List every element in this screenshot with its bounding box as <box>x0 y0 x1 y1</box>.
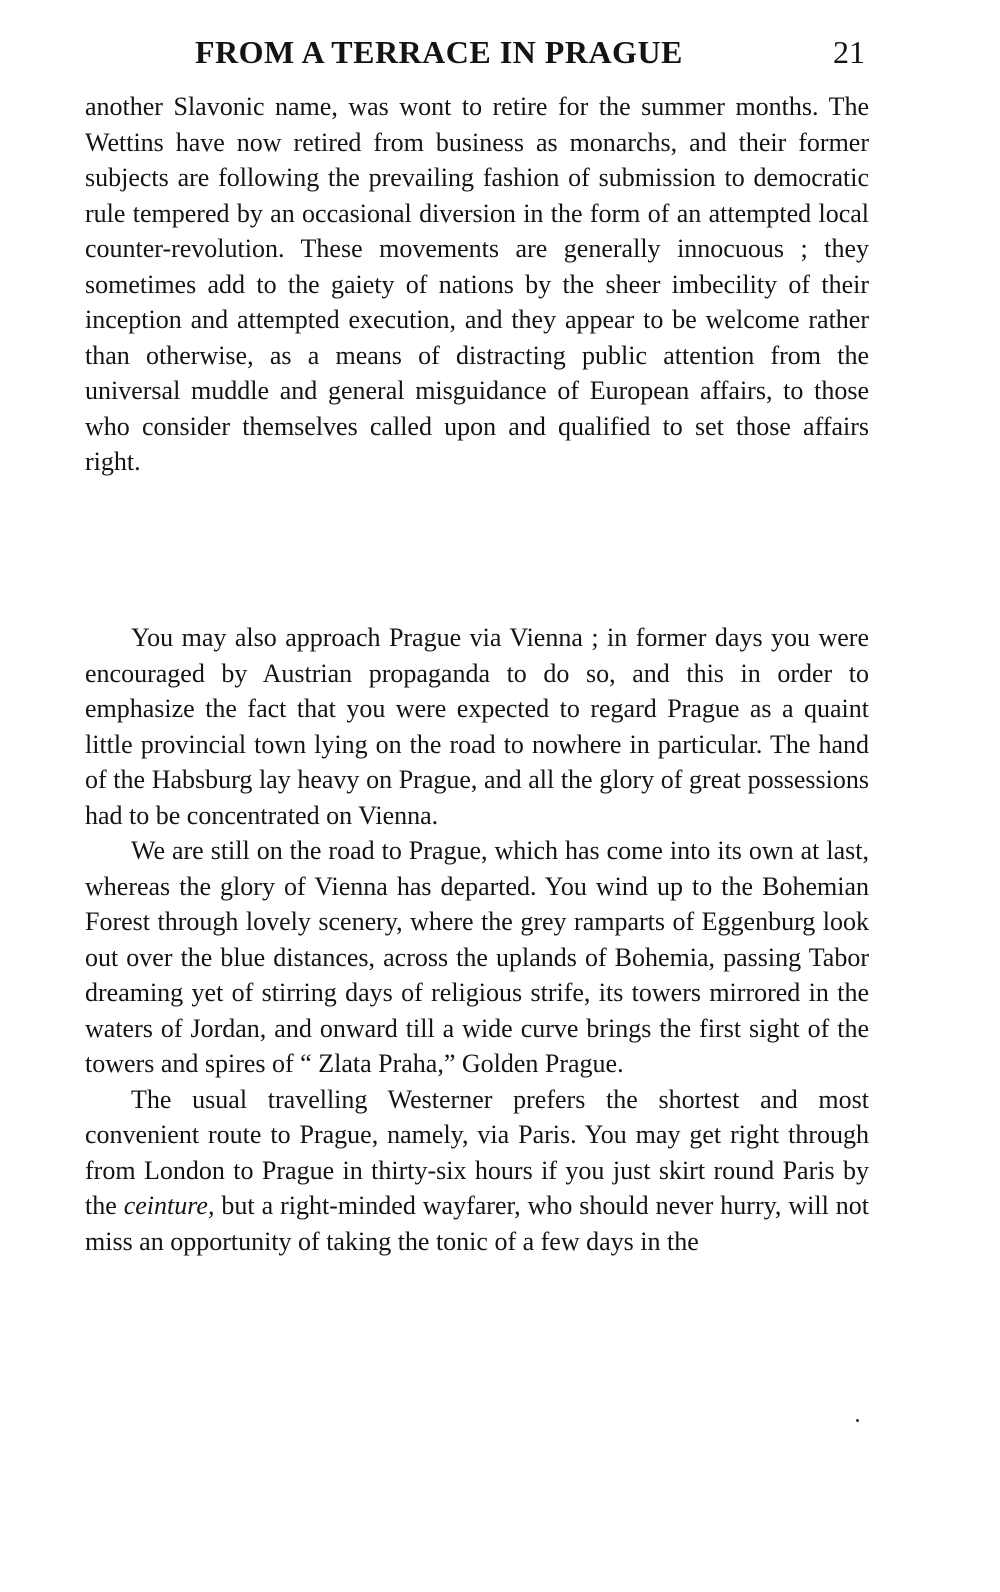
paragraph-paris-text-after: but a right-minded wayfarer, who should never hurry, will not miss an opportunity of taking the tonic of a few days in the <box>85 1191 869 1256</box>
paragraph-road-to-prague: We are still on the road to Prague, which has come into its own at last, whereas the glory of Vienna has departed. You wind up to the Bohemian Forest through lovely scenery, where the grey ramparts of Eggenburg look out over the blue distances, across the uplands of Bohemia, passing Tabor dreaming yet of stirring days of religious strife, its towers mirrored in the waters of Jordan, and onward till a wide curve brings the first sight of the towers and spires of “ Zlata Praha,” Golden Prague. <box>85 836 869 1078</box>
running-title: FROM A TERRACE IN PRAGUE <box>195 34 683 70</box>
paragraph-paris-route <box>85 1082 869 1260</box>
print-speck <box>856 1419 859 1422</box>
paragraph-paris-text-before: The usual travelling Westerner prefers the shortest and most convenient route to Prague, namely, via Paris. You may get right through from London to Prague in thirty-six hours if you just skirt round Paris by the <box>85 1084 869 1220</box>
page-number: 21 <box>833 34 865 70</box>
paragraph-continuation: another Slavonic name, was wont to retire for the summer months. The Wettins have now retired from business as monarchs, and their former subjects are following the prevailing fashion of submission to democratic rule tempered by an occasional diversion in the form of an attempted local counter-revolution. These movements are generally innocuous ; they sometimes add to the gaiety of nations by the sheer imbecility of their inception and attempted execution, and they appear to be welcome rather than otherwise, as a means of distracting public attention from the universal muddle and general misguidance of European affairs, to those who consider themselves called upon and qualified to set those affairs right. <box>85 92 869 476</box>
paragraph-vienna-route: You may also approach Prague via Vienna ; in former days you were encouraged by Austrian propaganda to do so, and this in order to emphasize the fact that you were expected to regard Prague as a quaint little provincial town lying on the road to nowhere in particular. The hand of the Habsburg lay heavy on Prague, and all the glory of great possessions had to be concentrated on Vienna. <box>85 623 869 830</box>
text-block-top <box>85 89 869 480</box>
italic-ceinture: ceinture, <box>123 1191 215 1220</box>
running-head <box>0 30 1000 74</box>
text-block-bottom <box>85 620 869 1259</box>
